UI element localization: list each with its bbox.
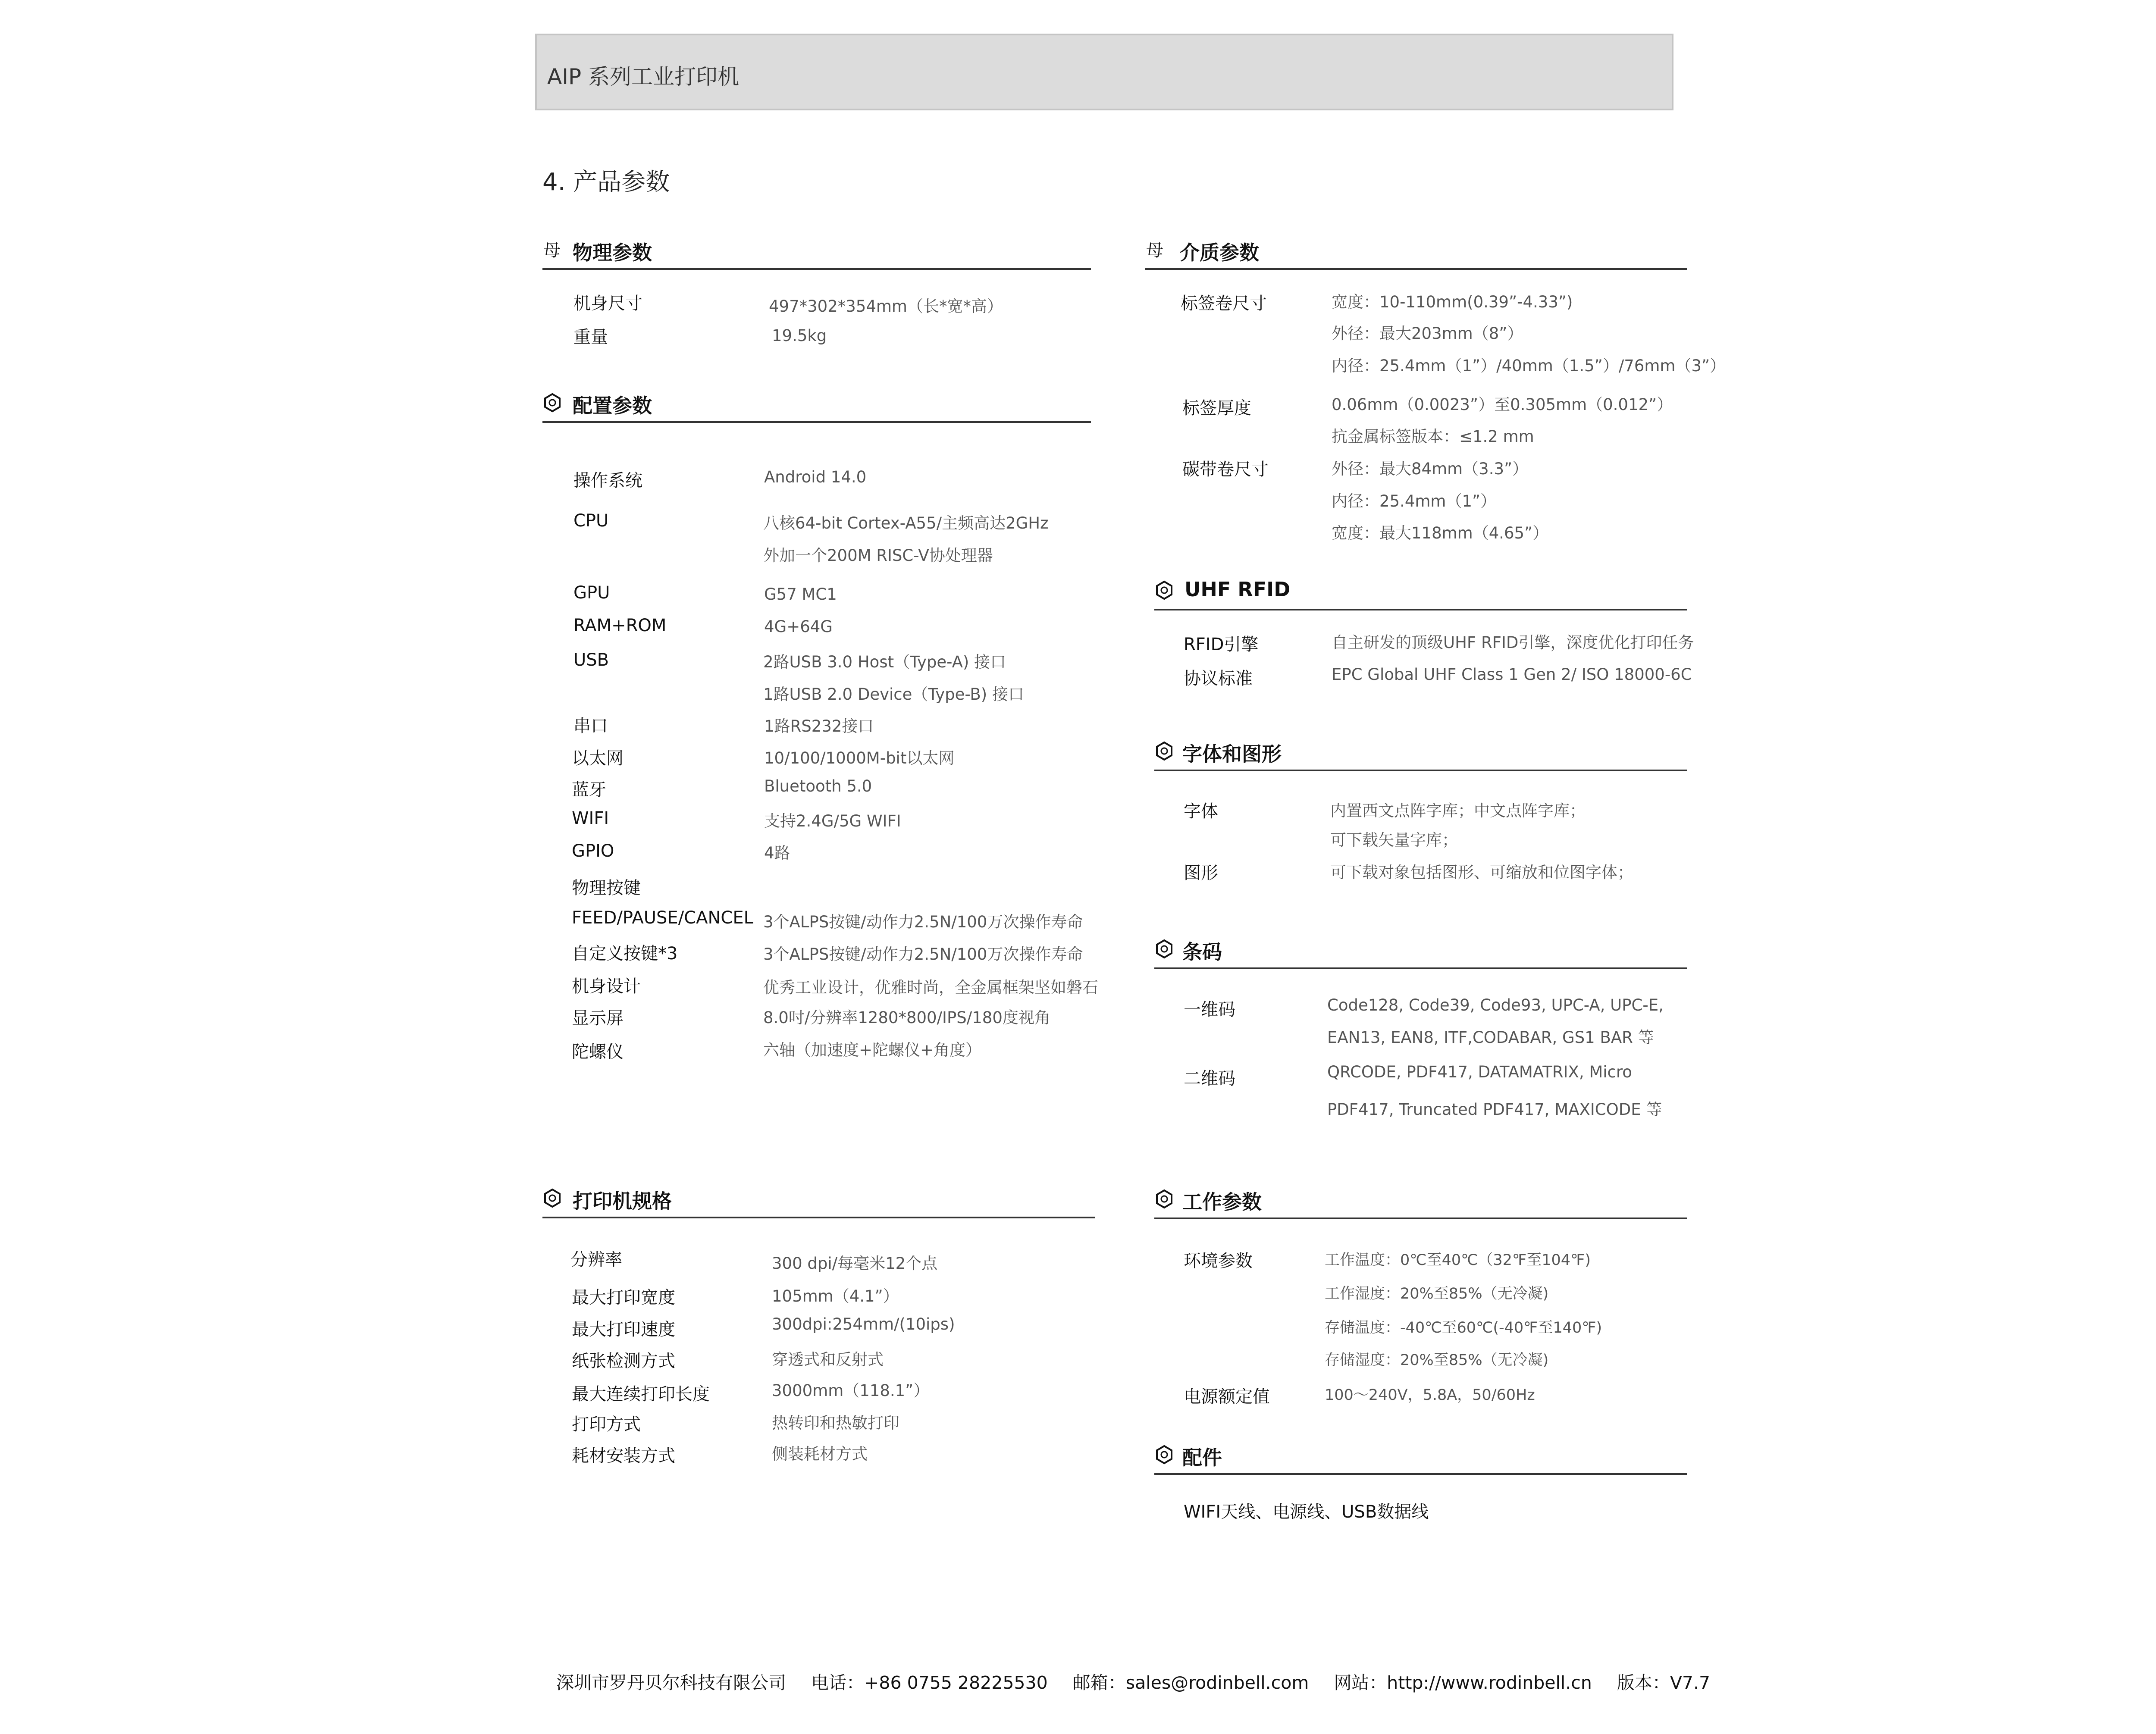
label: 协议标准 [1184,669,1253,689]
label: 纸张检测方式 [572,1351,675,1371]
label: 标签厚度 [1182,398,1251,418]
value: 工作温度：0℃至40℃（32℉至104℉) [1325,1252,1591,1269]
value: 抗金属标签版本：≤1.2 mm [1332,427,1534,446]
section-title: 字体和图形 [1182,742,1282,766]
value: Bluetooth 5.0 [764,777,872,795]
label: 重量 [573,327,608,347]
value: 497*302*354mm（长*宽*高） [769,297,1003,316]
section-work [1154,1186,1687,1219]
label: 串口 [573,716,608,736]
value: 300 dpi/每毫米12个点 [772,1254,938,1273]
section-physical [542,237,1091,270]
label: USB [573,650,609,670]
section-rfid [1154,578,1687,610]
value: 2路USB 3.0 Host（Type-A) 接口 [763,653,1006,671]
section-title: 物理参数 [573,241,652,264]
label: 碳带卷尺寸 [1182,460,1269,479]
label: 环境参数 [1184,1251,1253,1271]
value: 3个ALPS按键/动作力2.5N/100万次操作寿命 [763,945,1083,964]
section-config [542,390,1091,423]
gear-icon [1154,1189,1174,1209]
section-media [1145,237,1687,270]
value: 宽度：最大118mm（4.65”） [1332,524,1549,542]
section-fonts [1154,739,1687,771]
value: 0.06mm（0.0023”）至0.305mm（0.012”） [1332,395,1673,414]
label: 图形 [1184,863,1218,883]
label: 以太网 [572,748,624,768]
gear-icon [542,1188,562,1208]
value: 10/100/1000M-bit以太网 [764,749,955,767]
value: 外径：最大203mm（8”） [1332,324,1523,343]
section-title: UHF RFID [1185,578,1291,601]
gear-icon [542,393,562,413]
mother-glyph-icon [542,240,562,260]
gear-icon [1154,1445,1174,1465]
section-title: 打印机规格 [573,1189,672,1213]
value: 宽度：10-110mm(0.39”-4.33”) [1332,293,1573,311]
value: QRCODE, PDF417, DATAMATRIX, Micro [1327,1063,1632,1081]
label: 操作系统 [573,471,642,491]
section-title: 工作参数 [1182,1190,1262,1214]
value: 支持2.4G/5G WIFI [764,812,901,830]
section-title: 配置参数 [573,394,652,417]
label: 蓝牙 [572,780,606,800]
value: EPC Global UHF Class 1 Gen 2/ ISO 18000-6C [1332,665,1692,684]
value: 105mm（4.1”） [772,1287,899,1305]
banner-title: AIP 系列工业打印机 [547,64,739,89]
value: 可下载矢量字库； [1330,831,1458,849]
label: 最大连续打印长度 [572,1384,710,1404]
value: 外加一个200M RISC-V协处理器 [763,546,993,565]
footer-website[interactable]: 网站：http://www.rodinbell.cn [1334,1672,1592,1693]
value: 4路 [764,844,790,862]
svg-text:母: 母 [1146,241,1163,260]
label: 最大打印宽度 [572,1288,675,1308]
label: FEED/PAUSE/CANCEL [572,908,753,928]
value: Android 14.0 [764,468,867,486]
value: 自主研发的顶级UHF RFID引擎，深度优化打印任务 [1332,633,1694,652]
label: 显示屏 [572,1008,624,1028]
label: 打印方式 [572,1415,641,1434]
section-accessories [1154,1442,1687,1475]
header-banner [535,34,1673,110]
value: EAN13, EAN8, ITF,CODABAR, GS1 BAR 等 [1327,1028,1654,1047]
label: 字体 [1184,801,1218,821]
label: RFID引擎 [1184,635,1259,654]
section-title: 介质参数 [1180,241,1259,264]
value: 8.0吋/分辨率1280*800/IPS/180度视角 [763,1008,1050,1027]
footer-version: 版本：V7.7 [1617,1672,1711,1693]
label: 机身设计 [572,977,641,996]
value: 300dpi:254mm/(10ips) [772,1315,955,1333]
section-title: 配件 [1182,1446,1222,1469]
value: 可下载对象包括图形、可缩放和位图字体； [1330,863,1633,882]
section-printer [542,1186,1095,1218]
section-title: 条码 [1182,940,1222,964]
value: 外径：最大84mm（3.3”） [1332,460,1529,478]
value: G57 MC1 [764,585,837,604]
accessories-value: WIFI天线、电源线、USB数据线 [1184,1502,1429,1522]
label: GPU [573,583,610,603]
label: 分辨率 [570,1250,622,1270]
value: 1路RS232接口 [764,717,874,736]
label: 耗材安装方式 [572,1446,675,1466]
gear-icon [1154,580,1174,600]
footer [556,1668,1730,1694]
svg-text:母: 母 [543,241,561,260]
value: 优秀工业设计，优雅时尚，全金属框架坚如磐石 [763,978,1098,997]
value: 八核64-bit Cortex-A55/主频高达2GHz [763,514,1049,532]
value: 1路USB 2.0 Device（Type-B) 接口 [763,685,1024,704]
value: 存储湿度：20%至85%（无冷凝) [1325,1352,1549,1369]
label: 二维码 [1184,1069,1235,1089]
footer-phone: 电话：+86 0755 28225530 [811,1672,1048,1693]
label: 电源额定值 [1184,1387,1270,1407]
label: 陀螺仪 [572,1042,624,1062]
value: 穿透式和反射式 [772,1350,884,1369]
page-heading: 4. 产品参数 [542,168,670,196]
value: 热转印和热敏打印 [772,1414,899,1432]
value: 存储温度：-40℃至60℃(-40℉至140℉) [1325,1319,1602,1336]
value: PDF417, Truncated PDF417, MAXICODE 等 [1327,1100,1662,1119]
value: 工作湿度：20%至85%（无冷凝) [1325,1285,1549,1302]
label: 最大打印速度 [572,1320,675,1340]
footer-email[interactable]: 邮箱：sales@rodinbell.com [1072,1672,1309,1693]
gear-icon [1154,741,1174,761]
gear-icon [1154,939,1174,959]
footer-company: 深圳市罗丹贝尔科技有限公司 [556,1672,786,1693]
label: 标签卷尺寸 [1181,294,1267,313]
label: 物理按键 [572,878,641,898]
mother-glyph-icon [1145,240,1165,260]
label: RAM+ROM [573,616,667,635]
value: Code128, Code39, Code93, UPC-A, UPC-E, [1327,996,1664,1014]
section-barcode [1154,936,1687,969]
label: 机身尺寸 [573,294,642,313]
label: 一维码 [1184,1000,1235,1020]
value: 3个ALPS按键/动作力2.5N/100万次操作寿命 [763,913,1083,931]
value: 4G+64G [764,617,833,636]
value: 内置西文点阵字库；中文点阵字库； [1330,801,1586,820]
label: 自定义按键*3 [572,944,678,964]
value: 19.5kg [772,326,827,345]
value: 六轴（加速度+陀螺仪+角度） [763,1041,982,1059]
label: GPIO [572,841,614,861]
value: 内径：25.4mm（1”）/40mm（1.5”）/76mm（3”） [1332,357,1726,375]
value: 侧装耗材方式 [772,1445,868,1463]
label: WIFI [572,808,609,828]
label: CPU [573,511,609,531]
value: 100～240V，5.8A，50/60Hz [1325,1387,1535,1404]
value: 内径：25.4mm（1”） [1332,492,1497,510]
value: 3000mm（118.1”） [772,1381,930,1400]
